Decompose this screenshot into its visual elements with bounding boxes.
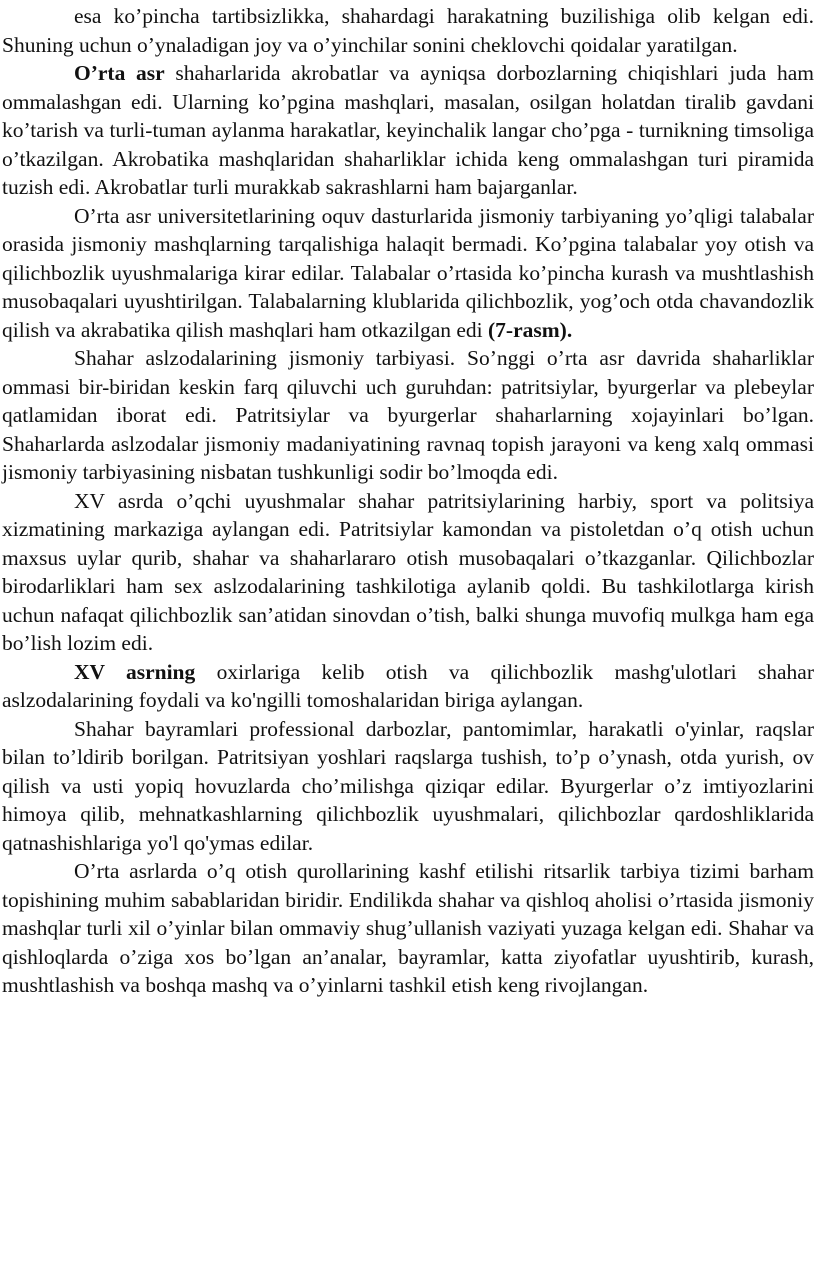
paragraph-text: O’rta asrlarda o’q otish qurollarining kashf etilishi ritsarlik tarbiya tizimi barham topishining muhim sabablaridan biridir. Endilikda shahar va qishloq aholisi o’rtasida jismoniy mashqlar turli xil o’yinlar bilan ommaviy shug’ullanish vaziyati yuzaga kelgan edi. Shahar va qishloqlarda o’ziga xos bo’lgan an’analar, bayramlar, katta ziyofatlar uyushtirib, kurash, mushtlashish va boshqa mashq va o’yinlarni tashkil etish keng rivojlangan. — [2, 859, 814, 997]
paragraph-orta-asr-akrobatlar — [2, 59, 814, 202]
paragraph-text: oxirlariga kelib otish va qilichbozlik mashg'ulotlari shahar aslzodalarining foydali va ko'ngilli tomoshalaridan biriga aylangan. — [2, 659, 815, 712]
paragraph-xv-asrning-oxiri — [2, 658, 814, 715]
paragraph-text: XV asrda o’qchi uyushmalar shahar patritsiylarining harbiy, sport va politsiya xizmatining markaziga aylangan edi. Patritsiylar kamondan va pistoletdan o’q otish uchun maxsus uylar qurib, shahar va shaharlararo otish musobaqalari o’tkazganlar. Qilichbozlar birodarliklari ham sex aslzodalarining tashkilotiga aylanib qoldi. Bu tashkilotlarga kirish uchun nafaqat qilichbozlik san’atidan sinovdan o’tish, balki shunga muvofiq mulkga ham ega bo’lish lozim edi. — [2, 488, 814, 655]
paragraph-shahar-aslzodalari — [2, 344, 814, 487]
paragraph-continuation — [2, 2, 814, 59]
paragraph-universitetlar — [2, 202, 814, 345]
paragraph-text: esa ko’pincha tartibsizlikka, shahardagi harakatning buzilishiga olib kelgan edi. Shuning uchun o’ynaladigan joy va o’yinchilar sonini cheklovchi qoidalar yaratilgan. — [2, 4, 814, 57]
paragraph-shahar-bayramlari — [2, 715, 814, 858]
figure-reference: (7-rasm). — [488, 317, 573, 342]
bold-term: XV asrning — [74, 659, 196, 684]
paragraph-xv-asr-uyushmalar — [2, 487, 814, 658]
bold-term: O’rta asr — [74, 61, 165, 85]
paragraph-text: shaharlarida akrobatlar va ayniqsa dorbozlarning chiqishlari juda ham ommalashgan edi. Ularning ko’pgina mashqlari, masalan, osilgan holatdan tiralib gavdani ko’tarish va turli-tuman aylanma harakatlar, keyinchalik langar cho’pga - turnikning timsoliga o’tkazilgan. Akrobatika mashqlaridan shaharliklar ichida keng ommalashgan turi piramida tuzish edi. Akrobatlar turli murakkab sakrashlarni ham bajarganlar. — [2, 61, 814, 199]
paragraph-oq-otish-qurollari — [2, 857, 814, 1000]
paragraph-text: O’rta asr universitetlarining oquv dasturlarida jismoniy tarbiyaning yo’qligi talabalar orasida jismoniy mashqlarning tarqalishiga halaqit bermadi. Ko’pgina talabalar yoy otish va qilichbozlik uyushmalariga kirar edilar. Talabalar o’rtasida ko’pincha kurash va mushtlashish musobaqalari uyushtirilgan. Talabalarning klublarida qilichbozlik, yog’och otda chavandozlik qilish va akrabatika qilish mashqlari ham otkazilgan edi — [2, 203, 814, 342]
paragraph-text: Shahar aslzodalarining jismoniy tarbiyasi. So’nggi o’rta asr davrida shaharliklar ommasi bir-biridan keskin farq qiluvchi uch guruhdan: patritsiylar, byurgerlar va plebeylar qatlamidan iborat edi. Patritsiylar va byurgerlar shaharlarning xojayinlari bo’lgan. Shaharlarda aslzodalar jismoniy madaniyatining ravnaq topish jarayoni va keng xalq ommasi jismoniy tarbiyasining nisbatan tushkunligi sodir bo’lmoqda edi. — [2, 346, 814, 484]
paragraph-text: Shahar bayramlari professional darbozlar, pantomimlar, harakatli o'yinlar, raqslar bilan to’ldirib borilgan. Patritsiyan yoshlari raqslarga tushish, to’p o’ynash, otda yurish, ov qilish va usti yopiq hovuzlarda cho’milishga qiziqar edilar. Byurgerlar o’z imtiyozlarini himoya qilib, mehnatkashlarning qilichbozlik uyushmalari, qilichbozlar qardoshliklarida qatnashishlariga yo'l qo'ymas edilar. — [2, 716, 814, 855]
